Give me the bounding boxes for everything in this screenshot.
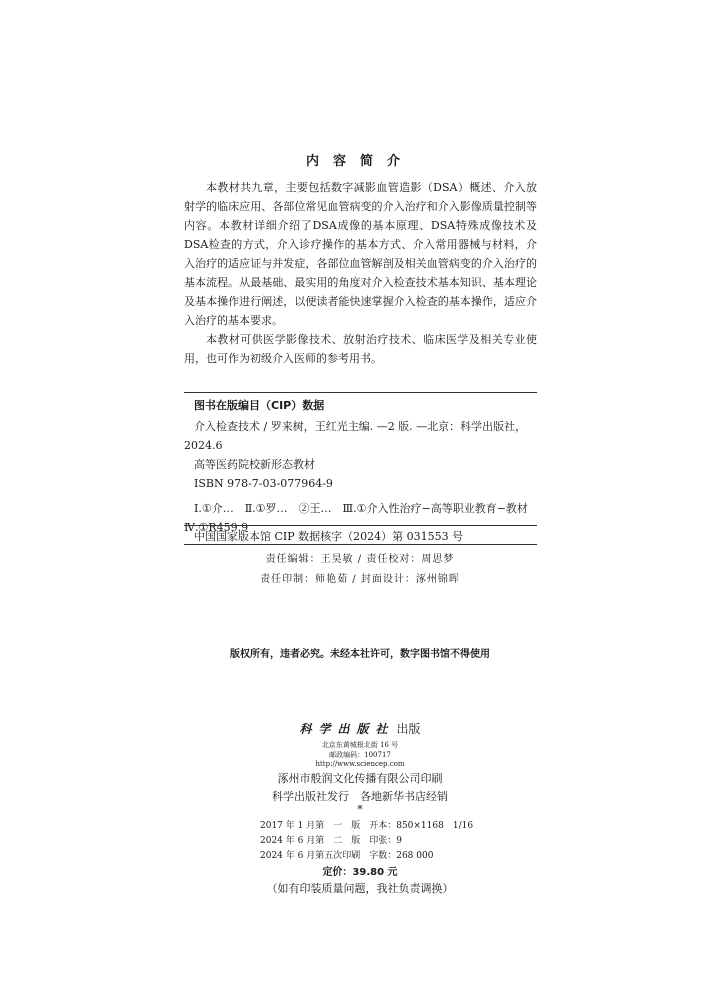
staff-line: 责任编辑：王昊敏 / 责任校对：周思梦 [265, 554, 455, 565]
rights-notice: 版权所有，违者必究。未经本社许可，数字图书馆不得使用 [230, 649, 490, 660]
separator-star: * [357, 803, 363, 816]
edition-line: 2024 年 6 月第 二 版 印张：9 [260, 836, 402, 846]
cip-entry: 介入检查技术 / 罗来树，王红光主编. —2 版. —北京：科学出版社， [194, 420, 527, 433]
price: 定价：39.80 元 [322, 867, 398, 878]
publisher-suffix: 出版 [396, 722, 421, 736]
cip-bottom-rule [184, 544, 537, 545]
cip-classification [194, 499, 537, 518]
edition-line: 2017 年 1 月第 一 版 开本：850×1168 1/16 [260, 821, 474, 831]
publisher-name [0, 720, 720, 737]
introduction-paragraph: 本教材共九章，主要包括数字减影血管造影（DSA）概述、介入放射学的临床应用、各部位常见血管病变的介入治疗和介入影像质量控制等内容。本教材详细介绍了DSA成像的基本原理、DSA特殊成像技术及DSA检查的方式，介入诊疗操作的基本方式、介入常用器械与材料，介入治疗的适应证与并发症，各部位血管解剖及相关血管病变的介入治疗的基本流程。从最基础、最实用的角度对介入检查技术基本知识、基本理论及基本操作进行阐述，以便读者能快速掌握介入检查的基本操作，适应介入治疗的基本要求。 [184, 181, 537, 327]
cip-title: 图书在版编目（CIP）数据 [194, 399, 325, 412]
introduction-paragraph: 本教材可供医学影像技术、放射治疗技术、临床医学及相关专业使用，也可作为初级介入医师的参考用书。 [184, 333, 537, 365]
cip-series: 高等医药院校新形态教材 [194, 458, 315, 471]
printer: 涿州市般润文化传播有限公司印刷 [277, 772, 443, 785]
cip-classification-left: Ⅰ.①介… Ⅱ.①罗… ②王… Ⅲ.①介入性治疗−高等职业教育−教材 [194, 502, 528, 515]
introduction-title: 内容简介 [305, 154, 414, 169]
cip-classification-right: Ⅳ.①R459.9 [184, 521, 249, 534]
cip-top-rule [184, 392, 537, 393]
edition-line: 2024 年 6 月第五次印刷 字数：268 000 [260, 851, 434, 861]
staff-line: 责任印制：师艳茹 / 封面设计：涿州锦晖 [260, 574, 460, 585]
introduction-body [184, 178, 537, 368]
cip-isbn: ISBN 978-7-03-077964-9 [194, 477, 333, 490]
publisher-postcode: 邮政编码：100717 [329, 751, 391, 759]
quality-note: （如有印装质量问题，我社负责调换） [266, 882, 454, 895]
cip-verification: 中国国家版本馆 CIP 数据核字（2024）第 031553 号 [194, 530, 464, 543]
publisher-logo: 科学出版社 [299, 722, 395, 736]
distribution: 科学出版社发行 各地新华书店经销 [272, 790, 448, 803]
cip-mid-rule [184, 525, 537, 526]
cip-block [184, 396, 537, 537]
publisher-address: 北京东黄城根北街 16 号 [321, 741, 399, 749]
cip-entry-cont: 2024.6 [184, 439, 223, 452]
publisher-website: http://www.sciencep.com [315, 760, 405, 768]
